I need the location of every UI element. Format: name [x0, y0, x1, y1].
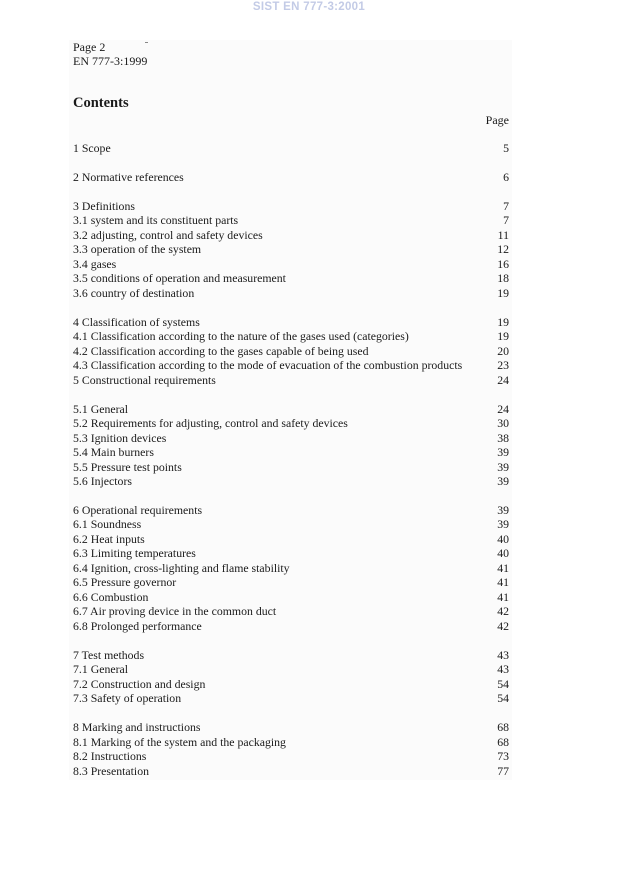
toc-entry	[73, 648, 509, 662]
toc-entry	[73, 517, 509, 531]
toc-entry	[73, 546, 509, 560]
toc-entry-label: 7 Test methods	[73, 648, 145, 662]
toc-entry-label: 5.2 Requirements for adjusting, control and safety devices	[73, 416, 348, 430]
toc-entry-label: 6.6 Combustion	[73, 590, 149, 604]
toc-entry-page: 18	[497, 271, 509, 285]
toc-entry	[73, 213, 509, 227]
toc-entry-label: 3 Definitions	[73, 199, 135, 213]
toc-entry-label: 8.1 Marking of the system and the packaging	[73, 735, 286, 749]
page-number-label: Page 2	[73, 40, 106, 54]
toc-entry	[73, 315, 509, 329]
toc-entry	[73, 431, 509, 445]
toc-entry-page: 43	[497, 648, 509, 662]
toc-entry-label: 3.6 country of destination	[73, 286, 195, 300]
toc-entry-page: 40	[497, 546, 509, 560]
toc-entry	[73, 416, 509, 430]
toc-entry-page: 41	[497, 575, 509, 589]
toc-entry	[73, 344, 509, 358]
toc-entry-page: 19	[497, 329, 509, 343]
toc-entry-label: 6.7 Air proving device in the common duct	[73, 604, 277, 618]
toc-entry-label: 4.1 Classification according to the nature of the gases used (categories)	[73, 329, 409, 343]
toc-entry-label: 3.5 conditions of operation and measurement	[73, 271, 286, 285]
toc-entry	[73, 271, 509, 285]
toc-entry-label: 6.1 Soundness	[73, 517, 142, 531]
toc-entry-label: 5.5 Pressure test points	[73, 460, 182, 474]
toc-entry-page: 43	[497, 662, 509, 676]
toc-entry	[73, 561, 509, 575]
toc-entry	[73, 460, 509, 474]
toc-entry-label: 3.3 operation of the system	[73, 242, 202, 256]
toc-entry-page: 42	[497, 604, 509, 618]
toc-entry	[73, 590, 509, 604]
toc-entry	[73, 503, 509, 517]
page-column-label: Page	[485, 113, 509, 127]
toc-entry-page: 7	[503, 213, 509, 227]
toc-entry	[73, 735, 509, 749]
toc-entry	[73, 691, 509, 705]
toc-entry	[73, 286, 509, 300]
toc-entry-page: 39	[497, 474, 509, 488]
toc-entry-label: 4.3 Classification according to the mode of evacuation of the combustion products	[73, 358, 463, 372]
toc-entry-page: 19	[497, 286, 509, 300]
toc-entry-label: 4 Classification of systems	[73, 315, 200, 329]
toc-entry-page: 41	[497, 590, 509, 604]
toc-entry-label: 8.2 Instructions	[73, 749, 147, 763]
toc-entry	[73, 373, 509, 387]
toc-entry	[73, 575, 509, 589]
toc-entry-page: 38	[497, 431, 509, 445]
toc-entry-page: 73	[497, 749, 509, 763]
toc-entry-page: 54	[497, 691, 509, 705]
toc-entry-label: 7.2 Construction and design	[73, 677, 206, 691]
toc-entry	[73, 604, 509, 618]
toc-entry	[73, 764, 509, 778]
toc-entry-page: 6	[503, 170, 509, 184]
toc-entry-label: 5.3 Ignition devices	[73, 431, 167, 445]
toc-entry	[73, 619, 509, 633]
toc-entry-page: 41	[497, 561, 509, 575]
toc-entry	[73, 358, 509, 372]
toc-entry-page: 20	[497, 344, 509, 358]
toc-entry-label: 6 Operational requirements	[73, 503, 203, 517]
toc-entry-label: 5.6 Injectors	[73, 474, 132, 488]
toc-entry-page: 11	[497, 228, 509, 242]
scan-speck	[145, 42, 148, 43]
toc-entry-label: 1 Scope	[73, 141, 111, 155]
toc-entry-label: 3.1 system and its constituent parts	[73, 213, 239, 227]
toc-entry-page: 39	[497, 517, 509, 531]
toc-entry-label: 8 Marking and instructions	[73, 720, 201, 734]
contents-title: Contents	[73, 95, 129, 111]
toc-entry-page: 54	[497, 677, 509, 691]
toc-entry-page: 39	[497, 503, 509, 517]
toc-entry-label: 7.3 Safety of operation	[73, 691, 182, 705]
toc-entry-label: 3.2 adjusting, control and safety devices	[73, 228, 263, 242]
toc-entry	[73, 170, 509, 184]
toc-entry-label: 5 Constructional requirements	[73, 373, 216, 387]
toc-entry	[73, 329, 509, 343]
toc-entry	[73, 677, 509, 691]
toc-entry-label: 6.8 Prolonged performance	[73, 619, 202, 633]
toc-entry	[73, 662, 509, 676]
toc-entry	[73, 720, 509, 734]
document-reference: EN 777-3:1999	[73, 54, 148, 68]
toc-entry-page: 12	[497, 242, 509, 256]
toc-entry	[73, 402, 509, 416]
toc-entry-page: 68	[497, 735, 509, 749]
toc-entry-label: 6.5 Pressure governor	[73, 575, 177, 589]
toc-entry	[73, 228, 509, 242]
toc-entry-label: 5.1 General	[73, 402, 129, 416]
toc-entry-label: 7.1 General	[73, 662, 129, 676]
toc-entry-page: 24	[497, 402, 509, 416]
toc-entry-page: 77	[497, 764, 509, 778]
toc-entry-label: 2 Normative references	[73, 170, 184, 184]
watermark: SIST EN 777-3:2001	[252, 1, 366, 13]
toc-entry-label: 3.4 gases	[73, 257, 117, 271]
toc-entry-label: 6.2 Heat inputs	[73, 532, 145, 546]
toc-entry	[73, 474, 509, 488]
toc-entry-page: 5	[503, 141, 509, 155]
toc-entry	[73, 141, 509, 155]
toc-entry-page: 30	[497, 416, 509, 430]
toc-entry-label: 5.4 Main burners	[73, 445, 154, 459]
toc-entry	[73, 445, 509, 459]
toc-entry-page: 24	[497, 373, 509, 387]
toc-entry-page: 7	[503, 199, 509, 213]
toc-entry-page: 68	[497, 720, 509, 734]
toc-entry	[73, 749, 509, 763]
toc-entry-label: 4.2 Classification according to the gases capable of being used	[73, 344, 369, 358]
toc-entry-page: 40	[497, 532, 509, 546]
toc-entry-page: 23	[497, 358, 509, 372]
toc-entry	[73, 242, 509, 256]
toc-entry-label: 8.3 Presentation	[73, 764, 150, 778]
toc-entry-label: 6.3 Limiting temperatures	[73, 546, 196, 560]
toc-entry	[73, 257, 509, 271]
toc-entry-page: 16	[497, 257, 509, 271]
toc-entry-page: 39	[497, 460, 509, 474]
toc-entry	[73, 199, 509, 213]
toc-entry-page: 42	[497, 619, 509, 633]
toc-entry	[73, 532, 509, 546]
toc-entry-page: 19	[497, 315, 509, 329]
toc-entry-page: 39	[497, 445, 509, 459]
toc-entry-label: 6.4 Ignition, cross-lighting and flame stability	[73, 561, 290, 575]
